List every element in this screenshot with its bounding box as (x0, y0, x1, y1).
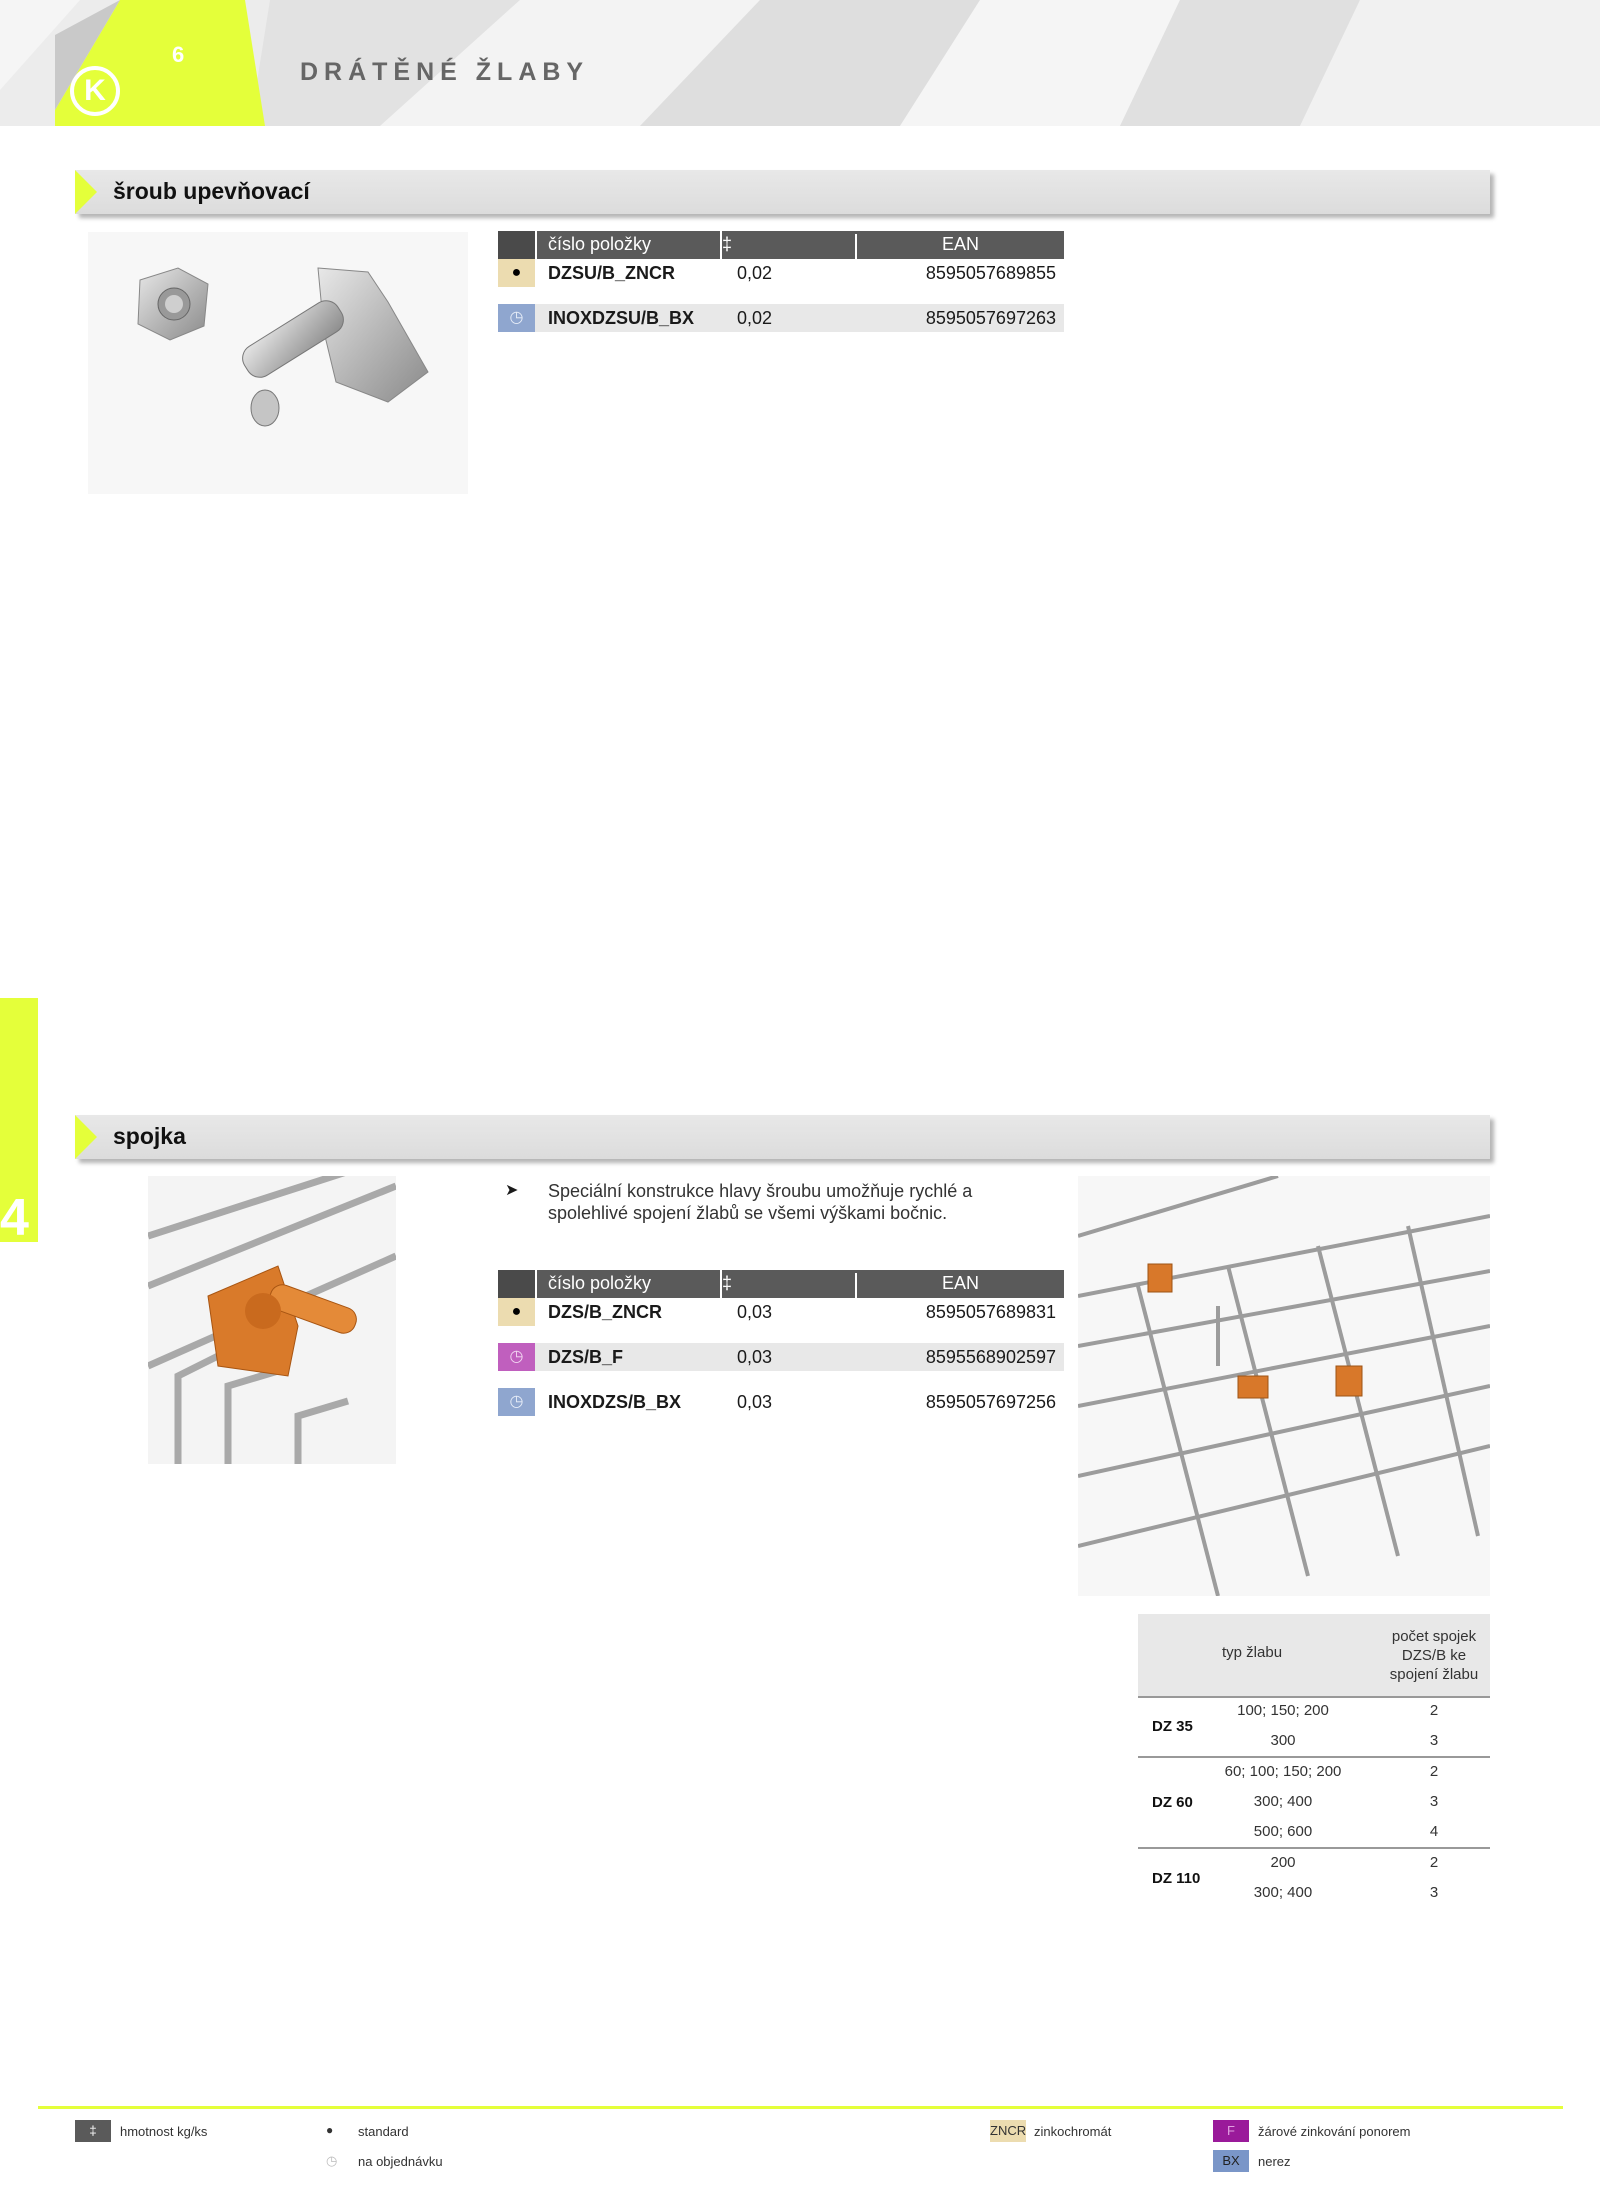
product-photo-spojka (148, 1176, 396, 1464)
chapter-side-tab (0, 998, 38, 1247)
section-title: spojka (113, 1123, 186, 1149)
item-weight: 0,03 (737, 1302, 773, 1322)
product-photo-sroub (88, 232, 468, 494)
item-weight: 0,03 (737, 1347, 773, 1367)
section-bar-spojka (75, 1115, 1490, 1159)
connector-count: 4 (1429, 1823, 1439, 1840)
item-code: DZS/B_ZNCR (548, 1302, 663, 1322)
col-weight: ‡ (722, 1273, 733, 1293)
zncr-badge: ZNCR (990, 2120, 1026, 2142)
on-order-icon: ◷ (326, 2153, 338, 2168)
table-row (498, 1298, 1064, 1326)
legend-f: žárové zinkování ponorem (1258, 2124, 1411, 2139)
col-trough-type: typ žlabu (1222, 1644, 1283, 1661)
table-row (498, 1388, 1064, 1416)
page-header (0, 0, 1600, 126)
weight-icon: ‡ (75, 2120, 111, 2142)
section-title: šroub upevňovací (113, 178, 310, 204)
table-row (498, 304, 1064, 332)
table-row (498, 1343, 1064, 1371)
trough-type: 500; 600 (1253, 1823, 1313, 1840)
page-number: 6 (172, 42, 185, 67)
footer-divider (38, 2106, 1563, 2109)
trough-type: 300; 400 (1253, 1884, 1313, 1901)
item-ean: 8595057689831 (925, 1302, 1056, 1322)
item-ean: 8595568902597 (925, 1347, 1056, 1367)
on-order-icon: ◷ (498, 304, 535, 332)
group-label: DZ 35 (1152, 1718, 1193, 1735)
trough-type: 200 (1270, 1854, 1296, 1871)
trough-type: 60; 100; 150; 200 (1224, 1763, 1342, 1780)
on-order-icon: ◷ (498, 1388, 535, 1416)
section-arrow-icon (75, 1115, 97, 1159)
page-tab-shape (0, 0, 270, 126)
chapter-number: 4 (0, 1189, 29, 1247)
f-badge: F (1213, 2120, 1249, 2142)
product-table-sroub (498, 231, 1064, 328)
standard-icon: ● (498, 259, 535, 287)
chapter-title: DRÁTĚNÉ ŽLABY (300, 58, 590, 86)
legend-on-order: na objednávku (358, 2154, 443, 2169)
legend-weight: hmotnost kg/ks (120, 2124, 208, 2139)
connector-count: 2 (1429, 1702, 1439, 1719)
col-connector-count: počet spojek DZS/B ke spojení žlabu (1389, 1628, 1479, 1683)
section-bar-sroub (75, 170, 1490, 214)
connector-count: 2 (1429, 1854, 1439, 1871)
on-order-icon: ◷ (498, 1343, 535, 1371)
item-weight: 0,02 (737, 263, 773, 283)
connector-count: 3 (1429, 1793, 1439, 1810)
item-ean: 8595057697256 (925, 1392, 1056, 1412)
product-photo-installed (1078, 1176, 1490, 1596)
spec-table-header (1138, 1614, 1490, 1696)
item-weight: 0,02 (737, 308, 773, 328)
item-ean: 8595057689855 (925, 263, 1056, 283)
standard-icon: ● (326, 2123, 334, 2137)
item-code: DZSU/B_ZNCR (548, 263, 676, 283)
item-code: DZS/B_F (548, 1347, 624, 1367)
company-logo: K (70, 66, 120, 116)
product-table-spojka (498, 1270, 1064, 1412)
section-arrow-icon (75, 170, 97, 214)
item-code: INOXDZSU/B_BX (548, 308, 695, 328)
item-weight: 0,03 (737, 1392, 773, 1412)
table-header (498, 231, 1064, 259)
legend-standard: standard (358, 2124, 409, 2139)
item-code: INOXDZS/B_BX (548, 1392, 682, 1412)
col-item-number: číslo položky (548, 1273, 652, 1293)
col-ean: EAN (855, 1273, 1064, 1301)
group-label: DZ 110 (1152, 1870, 1201, 1887)
group-label: DZ 60 (1152, 1794, 1193, 1811)
bullet-icon: ➤ (505, 1182, 519, 1199)
connector-count: 2 (1429, 1763, 1439, 1780)
item-ean: 8595057697263 (925, 308, 1056, 328)
bx-badge: BX (1213, 2150, 1249, 2172)
trough-type: 100; 150; 200 (1237, 1702, 1329, 1719)
connector-count: 3 (1429, 1732, 1439, 1749)
legend-zncr: zinkochromát (1034, 2124, 1112, 2139)
col-item-number: číslo položky (548, 234, 652, 254)
product-description: Speciální konstrukce hlavy šroubu umožňuje rychlé a spolehlivé spojení žlabů se všemi výškami bočnic. (548, 1181, 973, 1223)
col-weight: ‡ (722, 234, 733, 254)
standard-icon: ● (498, 1298, 535, 1326)
col-ean: EAN (855, 234, 1064, 262)
legend-bx: nerez (1258, 2154, 1291, 2169)
trough-type: 300 (1270, 1732, 1296, 1749)
trough-type: 300; 400 (1253, 1793, 1313, 1810)
table-header (498, 1270, 1064, 1298)
table-row (498, 259, 1064, 287)
connector-count: 3 (1429, 1884, 1439, 1901)
